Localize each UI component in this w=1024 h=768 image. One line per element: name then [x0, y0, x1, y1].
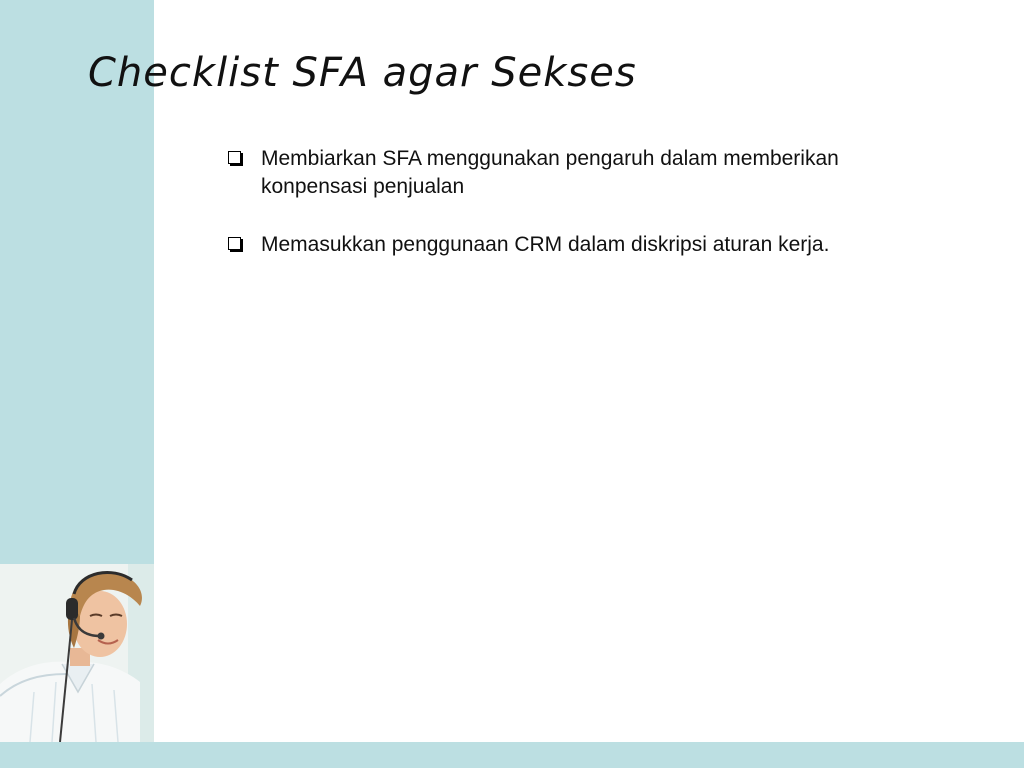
checkbox-icon	[228, 151, 241, 164]
checkbox-icon	[228, 237, 241, 250]
headset-woman-illustration	[0, 564, 154, 742]
bullet-list	[228, 145, 908, 289]
bottom-accent-band	[0, 742, 1024, 768]
slide-title: Checklist SFA agar Sekses	[88, 50, 637, 96]
bullet-item	[228, 145, 908, 201]
bullet-text: Membiarkan SFA menggunakan pengaruh dalam memberikan konpensasi penjualan	[261, 147, 839, 198]
call-center-agent-photo	[0, 564, 154, 742]
bullet-item	[228, 231, 908, 259]
bullet-text: Memasukkan penggunaan CRM dalam diskripsi aturan kerja.	[261, 233, 830, 256]
